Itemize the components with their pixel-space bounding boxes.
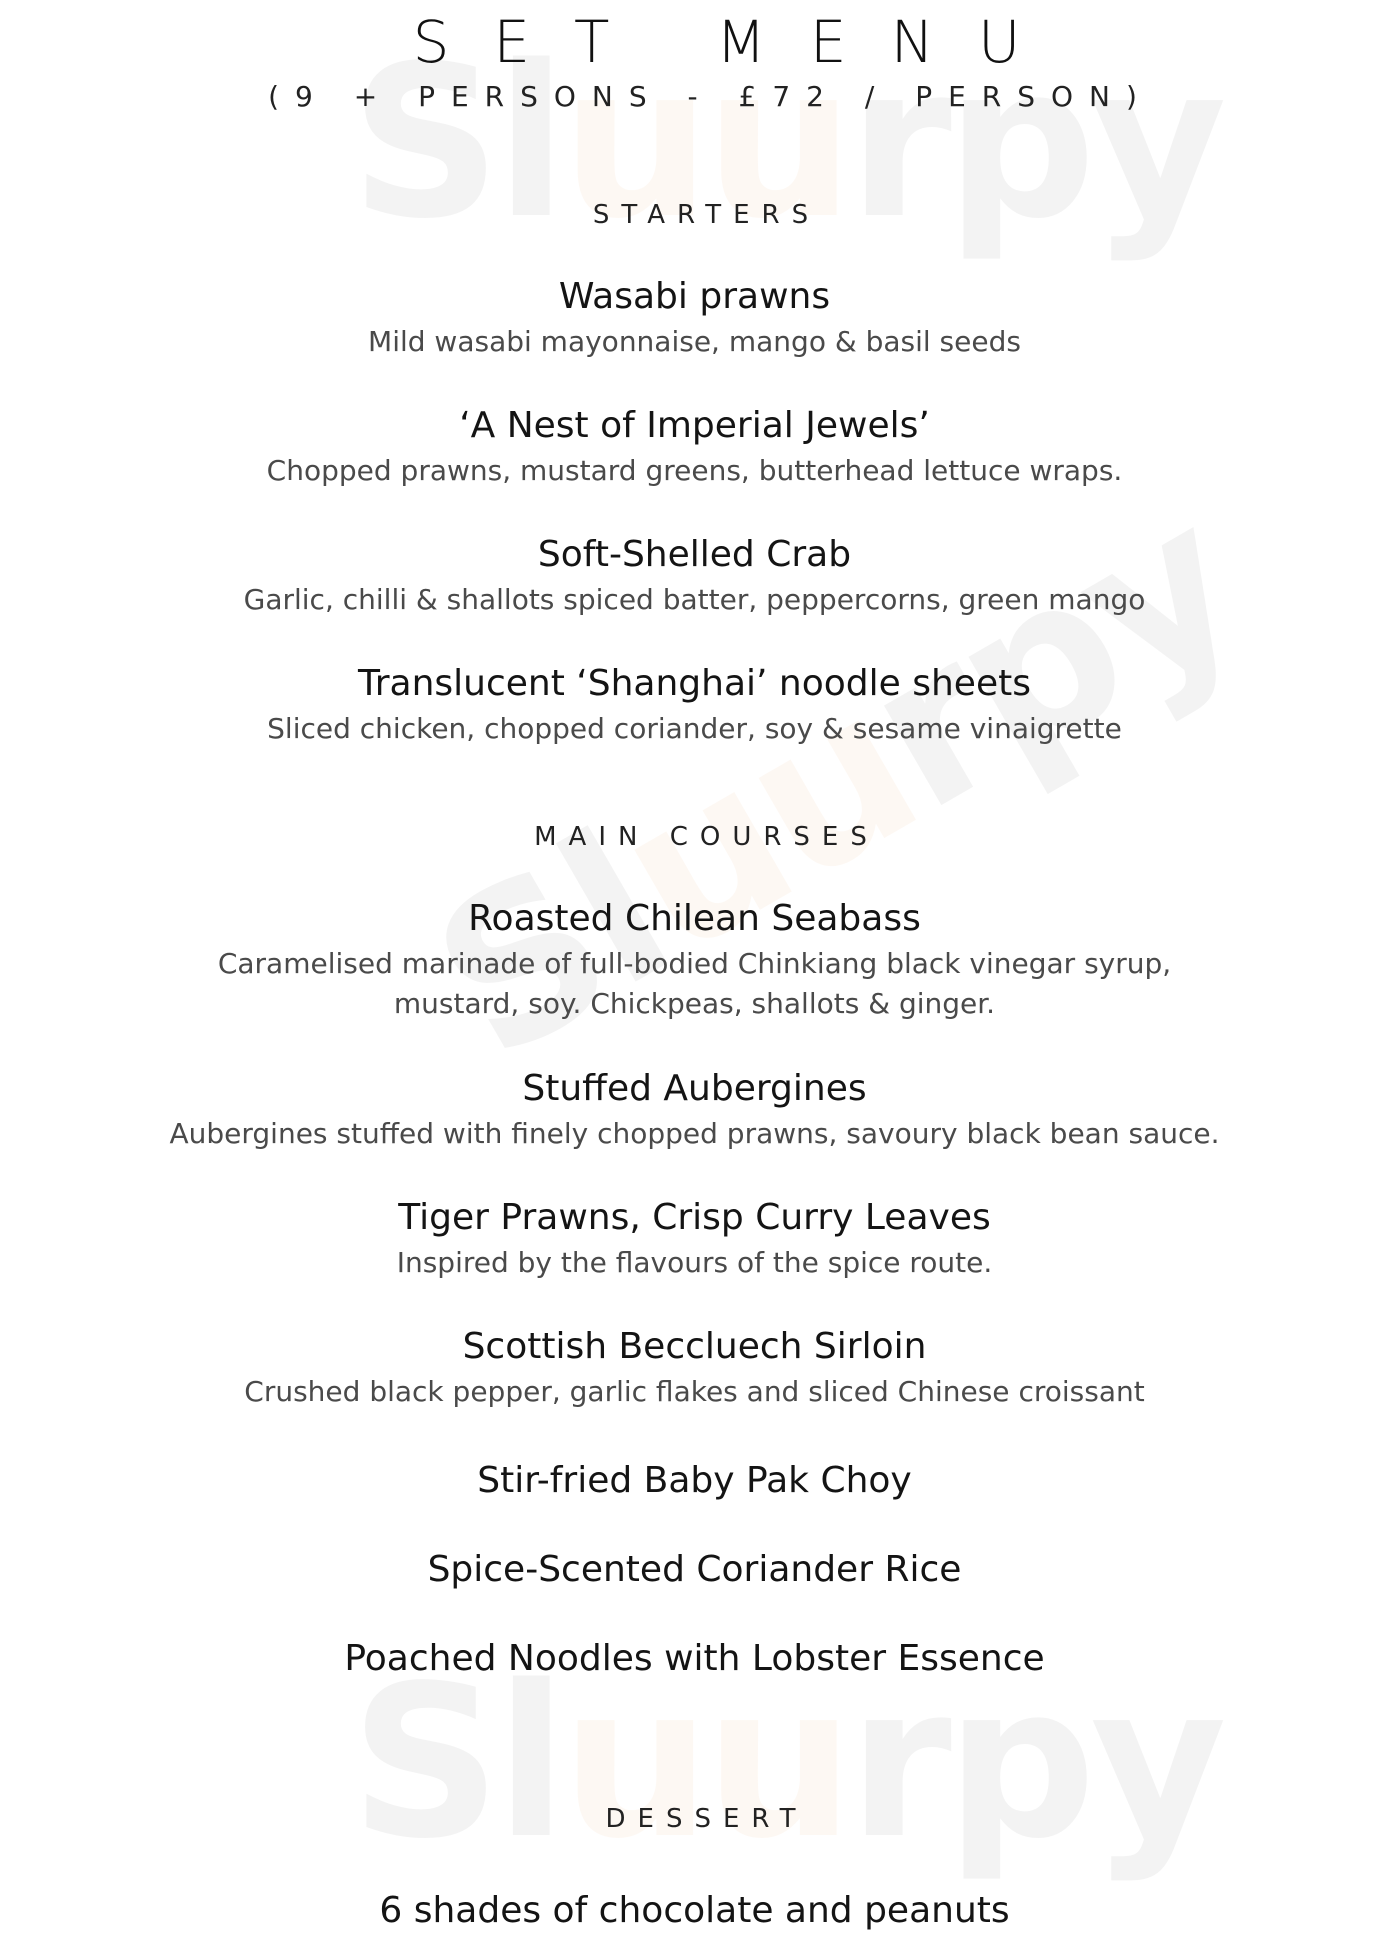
dish-description: Aubergines stuffed with finely chopped prawns, savoury black bean sauce. bbox=[169, 1117, 1220, 1150]
dish-name: Spice-Scented Coriander Rice bbox=[427, 1549, 962, 1590]
dish-name: Soft-Shelled Crab bbox=[537, 534, 852, 575]
dish-description: Garlic, chilli & shallots spiced batter, peppercorns, green mango bbox=[243, 583, 1146, 616]
dish-description: Crushed black pepper, garlic flakes and sliced Chinese croissant bbox=[244, 1375, 1145, 1408]
dish-name: Roasted Chilean Seabass bbox=[468, 898, 921, 939]
dish-description: mustard, soy. Chickpeas, shallots & ginger. bbox=[393, 987, 996, 1020]
dish-name: Scottish Beccluech Sirloin bbox=[462, 1326, 927, 1367]
dish-description: Inspired by the flavours of the spice route. bbox=[396, 1246, 993, 1279]
dish-name: Wasabi prawns bbox=[558, 276, 831, 317]
dish-name: Translucent ‘Shanghai’ noodle sheets bbox=[358, 663, 1031, 704]
dish-description: Caramelised marinade of full-bodied Chinkiang black vinegar syrup, bbox=[217, 947, 1172, 980]
dish-description: Chopped prawns, mustard greens, butterhead lettuce wraps. bbox=[266, 454, 1123, 487]
section-heading-dessert: DESSERT bbox=[605, 1804, 808, 1834]
dish-name: 6 shades of chocolate and peanuts bbox=[379, 1890, 1010, 1931]
dish-description: Mild wasabi mayonnaise, mango & basil seeds bbox=[368, 325, 1021, 358]
section-heading-main-courses: MAIN COURSES bbox=[534, 822, 879, 852]
dish-name: Poached Noodles with Lobster Essence bbox=[344, 1638, 1045, 1679]
menu-title: SET MENU bbox=[412, 8, 1065, 76]
section-heading-starters: STARTERS bbox=[592, 200, 821, 230]
dish-name: Stir-fried Baby Pak Choy bbox=[477, 1460, 912, 1501]
dish-name: Tiger Prawns, Crisp Curry Leaves bbox=[398, 1197, 991, 1238]
dish-description: Sliced chicken, chopped coriander, soy & sesame vinaigrette bbox=[267, 712, 1122, 745]
menu-subtitle: (9 + PERSONS - £72 / PERSON) bbox=[268, 80, 1153, 113]
dish-name: Stuffed Aubergines bbox=[522, 1068, 867, 1109]
dish-name: ‘A Nest of Imperial Jewels’ bbox=[459, 405, 930, 446]
